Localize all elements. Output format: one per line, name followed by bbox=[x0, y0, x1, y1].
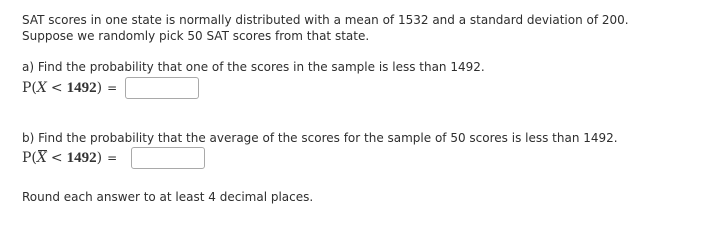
part-b-threshold: 1492 bbox=[66, 149, 97, 166]
rounding-instruction: Round each answer to at least 4 decimal places. bbox=[22, 190, 314, 204]
part-a-close-paren: ) bbox=[96, 80, 103, 96]
part-b-p-open: P( bbox=[22, 150, 37, 166]
part-a-less-than: < bbox=[50, 80, 63, 96]
intro-line-2: Suppose we randomly pick 50 SAT scores from that state. bbox=[22, 29, 370, 43]
part-b-variable-mean: X bbox=[36, 150, 47, 166]
part-a-question: a) Find the probability that one of the scores in the sample is less than 1492. bbox=[22, 60, 485, 74]
part-a-expression bbox=[22, 78, 119, 98]
part-b-question: b) Find the probability that the average of the scores for the sample of 50 scores is less than 1492. bbox=[22, 131, 618, 145]
part-b-expression bbox=[22, 148, 119, 168]
part-b-close-paren: ) bbox=[96, 150, 103, 166]
part-b-less-than: < bbox=[50, 150, 63, 166]
part-b-equals: = bbox=[107, 151, 118, 165]
part-a-variable: X bbox=[36, 80, 47, 96]
part-a-p-open: P( bbox=[22, 80, 37, 96]
intro-line-1: SAT scores in one state is normally distributed with a mean of 1532 and a standard deviation of 200. bbox=[22, 13, 629, 27]
part-a-answer-input[interactable] bbox=[125, 77, 199, 99]
part-a-equals: = bbox=[107, 81, 118, 95]
part-a-threshold: 1492 bbox=[66, 79, 97, 96]
part-b-answer-input[interactable] bbox=[131, 147, 205, 169]
